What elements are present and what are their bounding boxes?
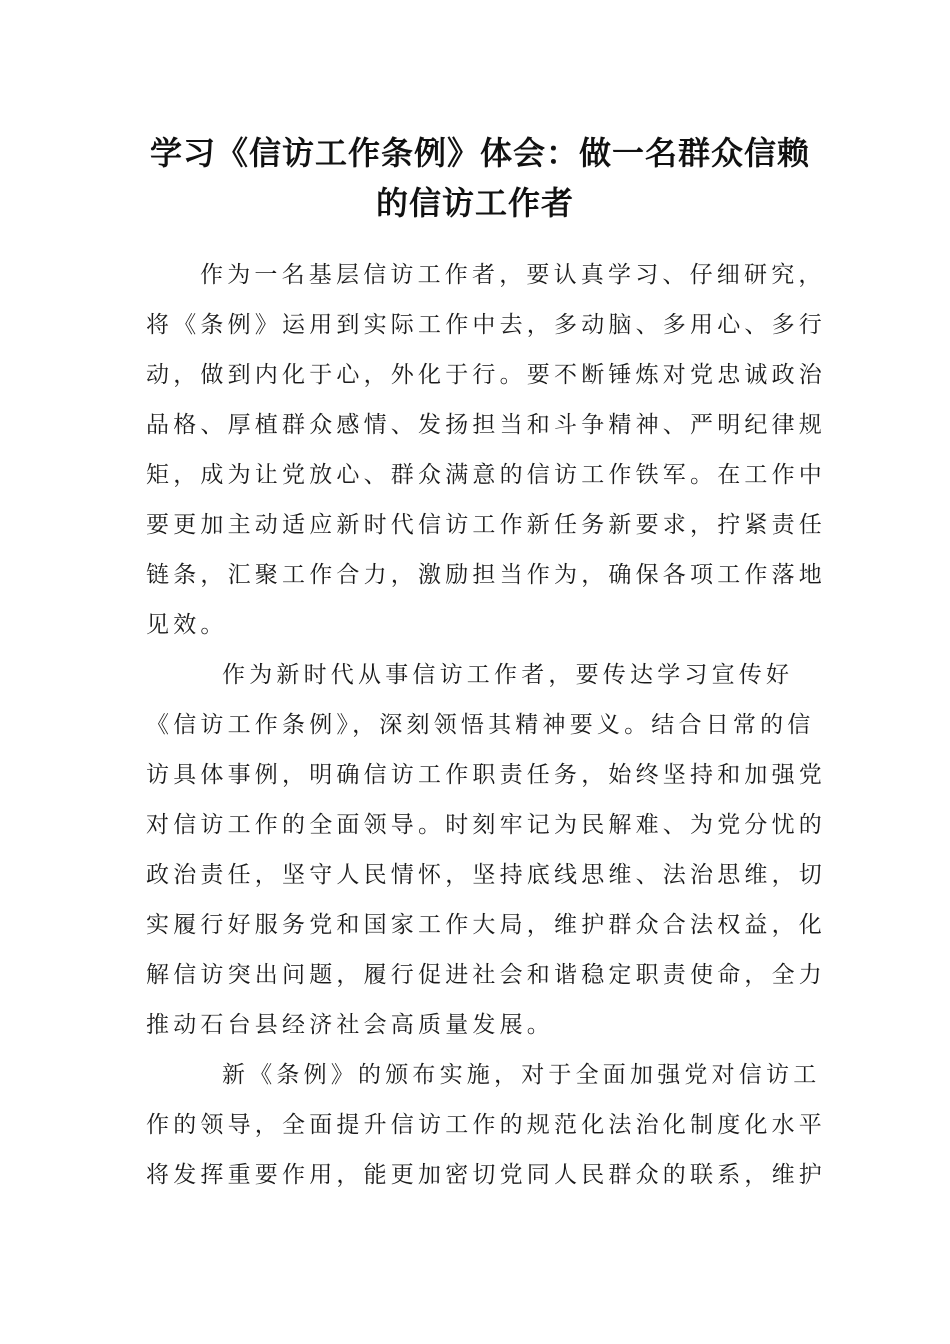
paragraph-line: 访具体事例，明确信访工作职责任务，始终坚持和加强党 [146, 762, 826, 788]
paragraph-line: 对信访工作的全面领导。时刻牢记为民解难、为党分忧的 [146, 812, 826, 838]
paragraph-line: 要更加主动适应新时代信访工作新任务新要求，拧紧责任 [146, 512, 826, 538]
paragraph-line: 将《条例》运用到实际工作中去，多动脑、多用心、多行 [146, 312, 826, 338]
title-line-1: 学习《信访工作条例》体会：做一名群众信赖 [150, 134, 811, 172]
paragraph-line: 推动石台县经济社会高质量发展。 [146, 1012, 554, 1038]
paragraph-line: 链条，汇聚工作合力，激励担当作为，确保各项工作落地 [146, 562, 826, 588]
paragraph-line: 品格、厚植群众感情、发扬担当和斗争精神、严明纪律规 [146, 412, 826, 438]
paragraph-line: 动，做到内化于心，外化于行。要不断锤炼对党忠诚政治 [146, 362, 826, 388]
paragraph-line: 新《条例》的颁布实施，对于全面加强党对信访工 [222, 1062, 821, 1088]
paragraph-line: 矩，成为让党放心、群众满意的信访工作铁军。在工作中 [146, 462, 826, 488]
paragraph-line: 见效。 [146, 612, 228, 638]
paragraph-line: 作为一名基层信访工作者，要认真学习、仔细研究， [200, 262, 826, 288]
paragraph-line: 将发挥重要作用，能更加密切党同人民群众的联系，维护 [146, 1162, 826, 1188]
paragraph-line: 政治责任，坚守人民情怀，坚持底线思维、法治思维，切 [146, 862, 826, 888]
paragraph-line: 《信访工作条例》，深刻领悟其精神要义。结合日常的信 [146, 712, 815, 738]
document-title [150, 128, 811, 228]
paragraph-line: 实履行好服务党和国家工作大局，维护群众合法权益，化 [146, 912, 826, 938]
paragraph-line: 解信访突出问题，履行促进社会和谐稳定职责使命，全力 [146, 962, 826, 988]
paragraph-line: 作的领导，全面提升信访工作的规范化法治化制度化水平 [146, 1112, 826, 1138]
paragraph-line: 作为新时代从事信访工作者，要传达学习宣传好 [222, 662, 794, 688]
title-line-2: 的信访工作者 [375, 184, 574, 222]
